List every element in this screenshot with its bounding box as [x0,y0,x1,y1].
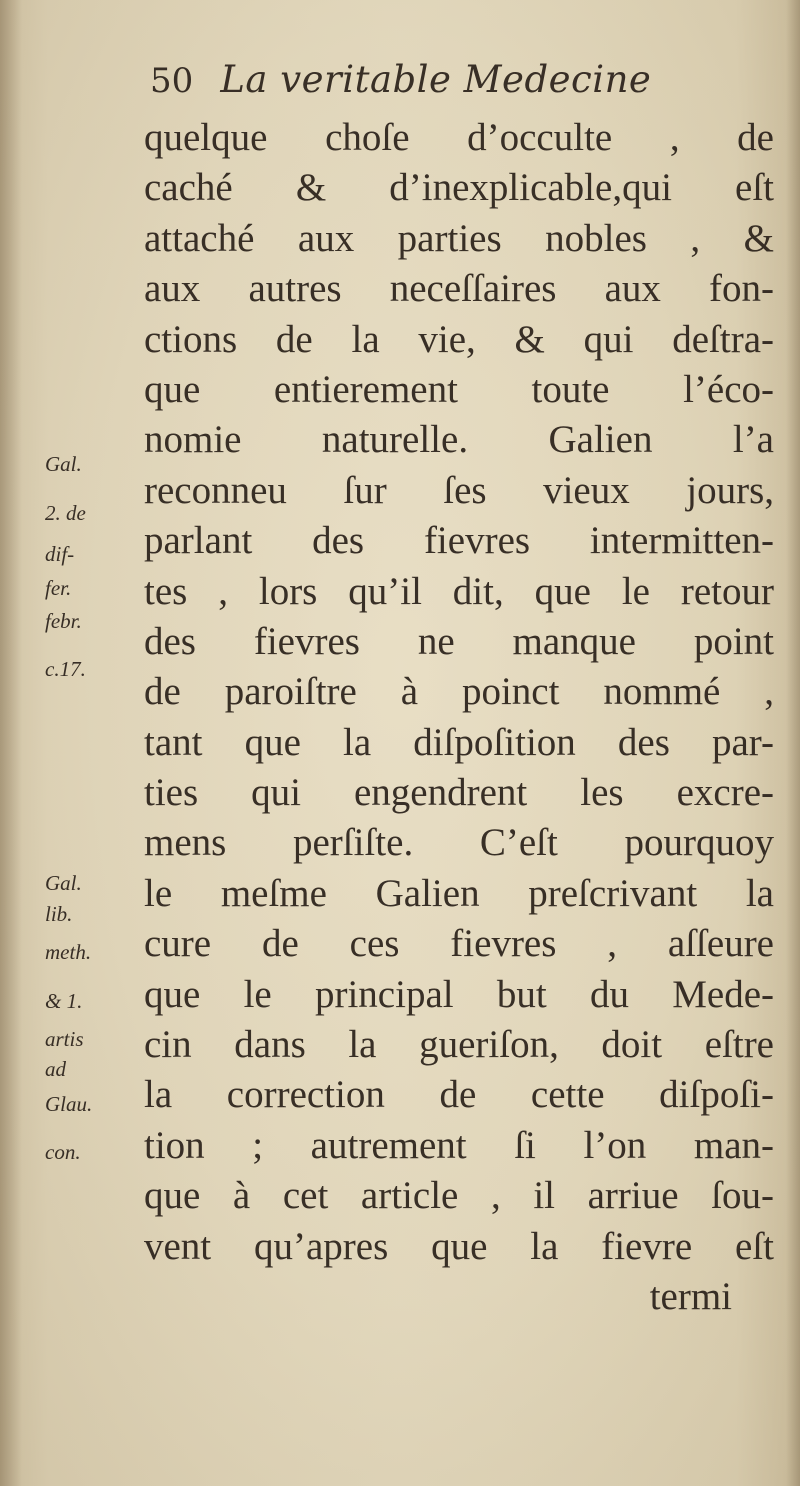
text-line: ties qui engendrent les excre- [144,771,774,815]
text-line: la correction de cette diſpoſi- [144,1073,774,1117]
text-line: de paroiſtre à poinct nommé , [144,670,774,714]
page-gutter-shadow [0,0,22,1486]
text-line: tes , lors qu’il dit, que le retour [144,569,774,613]
margin-note: meth. [45,940,92,964]
text-line: des fievres ne manque point [144,619,774,663]
page-number: 50 [150,61,194,101]
margin-note: c.17. [45,657,86,681]
text-line: attaché aux parties nobles , & [144,216,774,260]
margin-note: artis [45,1027,84,1051]
margin-note: lib. [45,902,73,926]
margin-note: Glau. [45,1092,93,1116]
margin-note: con. [45,1140,81,1164]
text-line: tant que la diſpoſition des par- [144,720,774,764]
text-line: tion ; autrement ſi l’on man- [144,1123,774,1167]
text-line: caché & d’inexplicable,qui eſt [144,166,774,210]
text-line: que le principal but du Mede- [144,972,774,1016]
text-line: nomie naturelle. Galien l’a [144,418,774,462]
catchword: termi [649,1274,732,1318]
margin-note: dif- [45,542,75,566]
text-line: mens perſiſte. C’eſt pourquoy [144,821,774,865]
text-line: le meſme Galien preſcrivant la [144,871,774,915]
text-line: cure de ces fievres , aſſeure [144,922,774,966]
running-title: La veritable Medecine [220,58,652,101]
text-line: que entierement toute l’éco- [144,367,774,411]
page-edge-shadow [786,0,800,1486]
margin-note: Gal. [45,871,82,895]
margin-note: fer. [45,576,72,600]
margin-note: Gal. [45,452,82,476]
body-text [144,113,774,1322]
text-line: que à cet article , il arriue ſou- [144,1174,774,1218]
text-line: parlant des fievres intermitten- [144,519,774,563]
page-header [150,58,651,101]
text-line: quelque choſe d’occulte , de [144,116,774,159]
margin-note: febr. [45,609,82,633]
margin-note: ad [45,1057,66,1081]
text-line: cin dans la gueriſon, doit eſtre [144,1023,774,1067]
margin-note: 2. de [45,501,86,525]
text-line: aux autres neceſſaires aux fon- [144,267,774,311]
margin-note: & 1. [45,989,83,1013]
text-line: reconneu ſur ſes vieux jours, [144,468,774,512]
text-line: ctions de la vie, & qui deſtra- [144,317,774,361]
text-line: vent qu’apres que la fievre eſt [144,1224,774,1268]
